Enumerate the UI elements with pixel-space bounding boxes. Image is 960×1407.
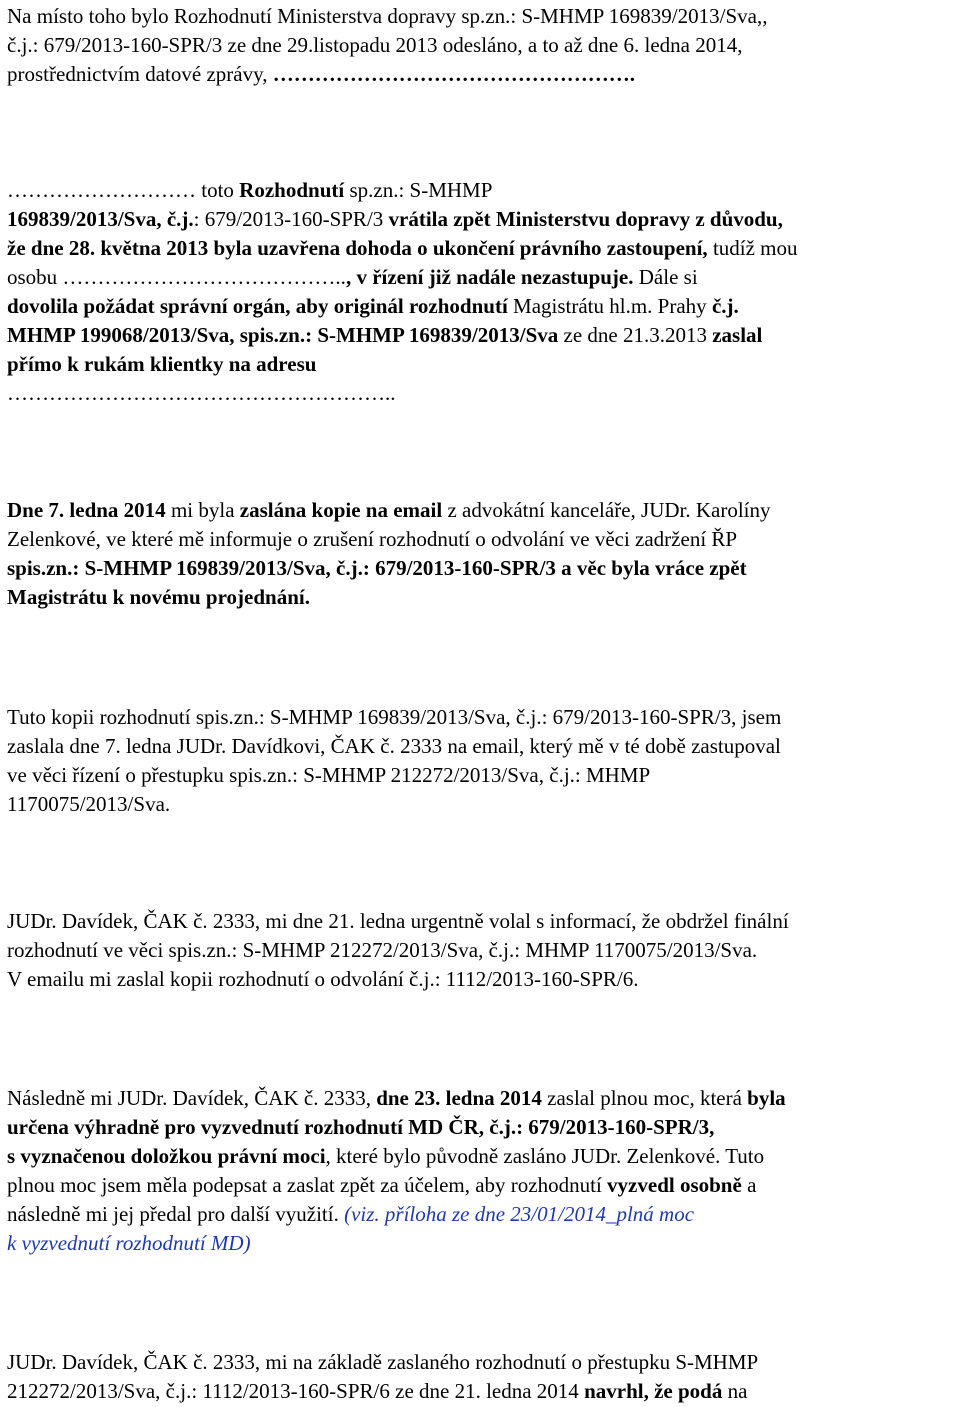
text-run: přímo k rukám klientky na adresu [7, 352, 317, 376]
text-run: Tuto kopii rozhodnutí spis.zn.: S-MHMP 169839/2013/Sva, č.j.: 679/2013-160-SPR/3, jsem [7, 705, 782, 729]
text-run: , v řízení již nadále nezastupuje. [345, 265, 634, 289]
text-line [7, 292, 955, 321]
text-run: na [722, 1379, 748, 1403]
text-run: rozhodnutí ve věci spis.zn.: S-MHMP 212272/2013/Sva, č.j.: MHMP 1170075/2013/Sva. [7, 938, 758, 962]
text-run: osobu ………………………………….. [7, 265, 346, 289]
text-run: MHMP 199068/2013/Sva, spis.zn.: S-MHMP 169839/2013/Sva [7, 323, 559, 347]
text-line [7, 732, 955, 761]
text-run: mi byla [165, 498, 240, 522]
text-run: JUDr. Davídek, ČAK č. 2333, mi na základě zaslaného rozhodnutí o přestupku S-MHMP [7, 1350, 759, 1374]
text-line [7, 321, 955, 350]
attachment-reference[interactable]: k vyzvednutí rozhodnutí MD) [7, 1231, 251, 1255]
text-run: prostřednictvím datové zprávy, [7, 62, 273, 86]
text-run: s vyznačenou doložkou právní moci [7, 1144, 326, 1168]
text-line [7, 525, 955, 554]
text-run: Rozhodnutí [239, 178, 345, 202]
text-line [7, 583, 955, 612]
text-line [7, 1229, 955, 1258]
text-run: zaslána kopie na email [239, 498, 443, 522]
text-line [7, 234, 955, 263]
text-run: tudíž mou [707, 236, 798, 260]
text-run: 1170075/2013/Sva. [7, 792, 171, 816]
paragraph [7, 1348, 955, 1406]
text-run: Na místo toho bylo Rozhodnutí Ministerstva dopravy sp.zn.: S-MHMP 169839/2013/Sva,, [7, 4, 768, 28]
text-run: zaslal plnou moc, která [541, 1086, 748, 1110]
text-run: následně mi jej předal pro další využití. [7, 1202, 345, 1226]
text-run: dne 23. ledna 2014 [376, 1086, 542, 1110]
text-run: plnou moc jsem měla podepsat a zaslat zpět za účelem, aby rozhodnutí [7, 1173, 608, 1197]
paragraph [7, 703, 955, 819]
text-line [7, 936, 955, 965]
text-line [7, 1142, 955, 1171]
text-run: vyzvedl osobně [607, 1173, 742, 1197]
text-line [7, 554, 955, 583]
text-run: : 679/2013-160-SPR/3 [193, 207, 389, 231]
text-run: č.j.: 679/2013-160-SPR/3 ze dne 29.listopadu 2013 odesláno, a to až dne 6. ledna 2014, [7, 33, 743, 57]
text-line [7, 379, 955, 408]
attachment-reference[interactable]: (viz. příloha ze dne 23/01/2014_plná moc [344, 1202, 695, 1226]
text-line [7, 263, 955, 292]
text-line [7, 60, 955, 89]
text-run: ……………………………………………. [272, 62, 635, 86]
text-run: spis.zn.: S-MHMP 169839/2013/Sva, č.j.: 679/2013-160-SPR/3 a věc byla vráce zpět [7, 556, 747, 580]
text-run: a [741, 1173, 757, 1197]
text-run: Dne 7. ledna 2014 [7, 498, 166, 522]
text-line [7, 350, 955, 379]
text-run: sp.zn.: S-MHMP [344, 178, 493, 202]
text-run: JUDr. Davídek, ČAK č. 2333, mi dne 21. ledna urgentně volal s informací, že obdržel finální [7, 909, 789, 933]
text-run: z advokátní kanceláře, JUDr. Karolíny [442, 498, 771, 522]
text-run: že dne 28. května 2013 byla uzavřena dohoda o ukončení právního zastoupení, [7, 236, 708, 260]
text-line [7, 907, 955, 936]
text-line [7, 1348, 955, 1377]
text-run: ve věci řízení o přestupku spis.zn.: S-MHMP 212272/2013/Sva, č.j.: MHMP [7, 763, 651, 787]
text-run: ……………………………………………….. [7, 381, 396, 405]
text-line [7, 790, 955, 819]
paragraph [7, 907, 955, 994]
text-run: zaslal [712, 323, 763, 347]
text-run: Magistrátu hl.m. Prahy [507, 294, 712, 318]
text-run: Následně mi JUDr. Davídek, ČAK č. 2333, [7, 1086, 377, 1110]
text-run: určena výhradně pro vyzvednutí rozhodnutí MD ČR, č.j.: 679/2013-160-SPR/3, [7, 1115, 715, 1139]
paragraph [7, 2, 955, 89]
text-line [7, 31, 955, 60]
text-run: č.j. [711, 294, 739, 318]
text-run: V emailu mi zaslal kopii rozhodnutí o odvolání č.j.: 1112/2013-160-SPR/6. [7, 967, 639, 991]
text-line [7, 205, 955, 234]
text-run: Dále si [633, 265, 698, 289]
paragraph [7, 176, 955, 408]
paragraph [7, 1084, 955, 1258]
paragraph [7, 496, 955, 612]
text-line [7, 1377, 955, 1406]
text-run: Magistrátu k novému projednání. [7, 585, 310, 609]
text-run: , které bylo původně zasláno JUDr. Zelenkové. Tuto [325, 1144, 765, 1168]
text-run: 169839/2013/Sva, č.j. [7, 207, 194, 231]
text-run: ze dne 21.3.2013 [558, 323, 713, 347]
text-line [7, 761, 955, 790]
text-line [7, 176, 955, 205]
text-line [7, 496, 955, 525]
text-line [7, 703, 955, 732]
text-run: navrhl, že podá [584, 1379, 723, 1403]
text-run: Zelenkové, ve které mě informuje o zrušení rozhodnutí o odvolání ve věci zadržení ŘP [7, 527, 738, 551]
text-line [7, 965, 955, 994]
text-line [7, 1200, 955, 1229]
text-line [7, 1113, 955, 1142]
text-run: ……………………… toto [7, 178, 240, 202]
text-run: 212272/2013/Sva, č.j.: 1112/2013-160-SPR/6 ze dne 21. ledna 2014 [7, 1379, 585, 1403]
text-run: vrátila zpět Ministerstvu dopravy z důvodu, [388, 207, 783, 231]
text-run: dovolila požádat správní orgán, aby originál rozhodnutí [7, 294, 508, 318]
text-run: zaslala dne 7. ledna JUDr. Davídkovi, ČAK č. 2333 na email, který mě v té době zastupoval [7, 734, 781, 758]
text-line [7, 2, 955, 31]
text-line [7, 1171, 955, 1200]
text-run: byla [747, 1086, 786, 1110]
text-line [7, 1084, 955, 1113]
